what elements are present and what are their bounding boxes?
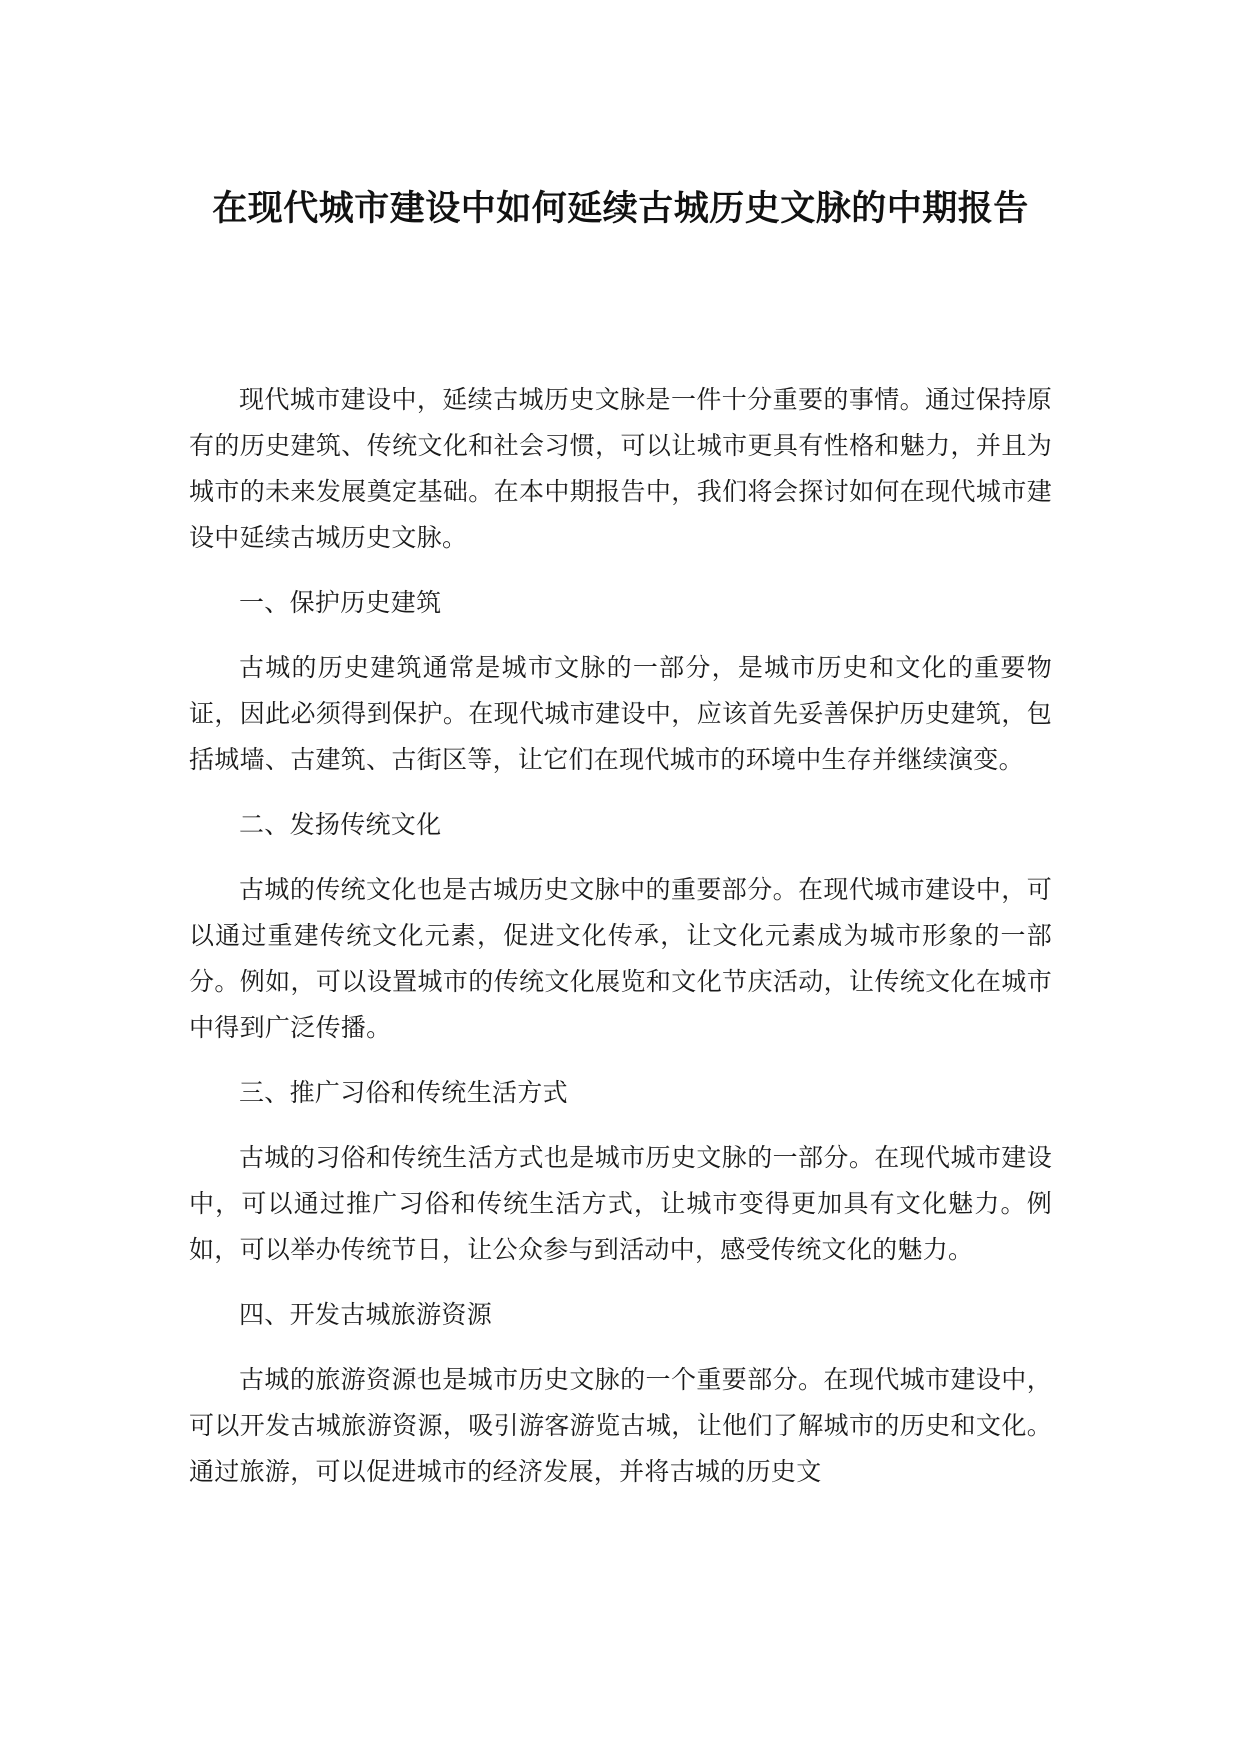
section-heading-4: 四、开发古城旅游资源 [239, 1300, 493, 1329]
document-title: 在现代城市建设中如何延续古城历史文脉的中期报告 [212, 189, 1029, 229]
paragraph-intro: 现代城市建设中，延续古城历史文脉是一件十分重要的事情。通过保持原有的历史建筑、传统文化和社会习惯，可以让城市更具有性格和魅力，并且为城市的未来发展奠定基础。在本中期报告中，我们将会探讨如何在现代城市建设中延续古城历史文脉。 [189, 385, 1052, 552]
section-heading-3: 三、推广习俗和传统生活方式 [239, 1078, 568, 1107]
paragraph-section-2: 古城的传统文化也是古城历史文脉中的重要部分。在现代城市建设中，可以通过重建传统文化元素，促进文化传承，让文化元素成为城市形象的一部分。例如，可以设置城市的传统文化展览和文化节庆活动，让传统文化在城市中得到广泛传播。 [189, 875, 1052, 1042]
section-heading-2: 二、发扬传统文化 [239, 810, 442, 839]
paragraph-section-4: 古城的旅游资源也是城市历史文脉的一个重要部分。在现代城市建设中，可以开发古城旅游资源，吸引游客游览古城，让他们了解城市的历史和文化。通过旅游，可以促进城市的经济发展，并将古城的历史文 [189, 1365, 1052, 1486]
document-body [189, 377, 1052, 1514]
paragraph-section-1: 古城的历史建筑通常是城市文脉的一部分，是城市历史和文化的重要物证，因此必须得到保护。在现代城市建设中，应该首先妥善保护历史建筑，包括城墙、古建筑、古街区等，让它们在现代城市的环境中生存并继续演变。 [189, 653, 1052, 774]
paragraph-section-3: 古城的习俗和传统生活方式也是城市历史文脉的一部分。在现代城市建设中，可以通过推广习俗和传统生活方式，让城市变得更加具有文化魅力。例如，可以举办传统节日，让公众参与到活动中，感受传统文化的魅力。 [189, 1143, 1052, 1264]
section-heading-1: 一、保护历史建筑 [239, 588, 442, 617]
